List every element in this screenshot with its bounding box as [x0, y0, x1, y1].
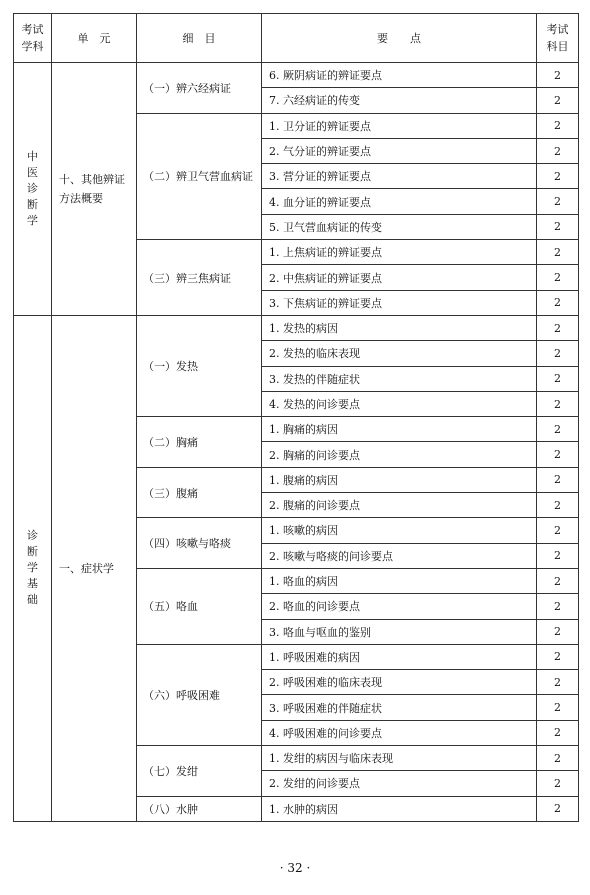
exam-subject-cell: 2 — [537, 113, 579, 138]
point-cell: 1. 腹痛的病因 — [262, 467, 537, 492]
subject-cell — [14, 315, 52, 821]
point-cell: 2. 发热的临床表现 — [262, 341, 537, 366]
point-cell: 4. 血分证的辨证要点 — [262, 189, 537, 214]
exam-subject-cell: 2 — [537, 290, 579, 315]
exam-subject-cell: 2 — [537, 518, 579, 543]
point-cell: 3. 下焦病证的辨证要点 — [262, 290, 537, 315]
exam-subject-cell: 2 — [537, 619, 579, 644]
unit-cell: 十、其他辨证方法概要 — [52, 63, 137, 316]
exam-subject-cell: 2 — [537, 214, 579, 239]
table-row — [14, 315, 579, 340]
header-detail: 细 目 — [137, 14, 262, 63]
detail-cell: （一）辨六经病证 — [137, 63, 262, 114]
exam-subject-cell: 2 — [537, 771, 579, 796]
exam-subject-cell: 2 — [537, 746, 579, 771]
exam-subject-cell: 2 — [537, 164, 579, 189]
exam-subject-cell: 2 — [537, 138, 579, 163]
header-unit: 单 元 — [52, 14, 137, 63]
exam-subject-cell: 2 — [537, 594, 579, 619]
table-header-row — [14, 14, 579, 63]
exam-subject-cell: 2 — [537, 366, 579, 391]
point-cell: 3. 呼吸困难的伴随症状 — [262, 695, 537, 720]
detail-cell: （八）水肿 — [137, 796, 262, 821]
detail-cell: （一）发热 — [137, 315, 262, 416]
exam-subject-cell: 2 — [537, 796, 579, 821]
exam-subject-cell: 2 — [537, 391, 579, 416]
exam-subject-cell: 2 — [537, 543, 579, 568]
point-cell: 6. 厥阴病证的辨证要点 — [262, 63, 537, 88]
point-cell: 7. 六经病证的传变 — [262, 88, 537, 113]
exam-subject-cell: 2 — [537, 644, 579, 669]
point-cell: 2. 中焦病证的辨证要点 — [262, 265, 537, 290]
point-cell: 2. 咳嗽与咯痰的问诊要点 — [262, 543, 537, 568]
unit-cell: 一、症状学 — [52, 315, 137, 821]
table-row — [14, 63, 579, 88]
exam-subject-cell: 2 — [537, 189, 579, 214]
page-number: · 32 · — [279, 861, 311, 875]
subject-cell — [14, 63, 52, 316]
point-cell: 1. 上焦病证的辨证要点 — [262, 240, 537, 265]
point-cell: 3. 咯血与呕血的鉴别 — [262, 619, 537, 644]
exam-subject-cell: 2 — [537, 265, 579, 290]
point-cell: 4. 呼吸困难的问诊要点 — [262, 720, 537, 745]
point-cell: 3. 发热的伴随症状 — [262, 366, 537, 391]
detail-cell: （三）腹痛 — [137, 467, 262, 518]
subject-label: 诊断学基础 — [27, 529, 38, 607]
point-cell: 1. 咯血的病因 — [262, 568, 537, 593]
table-body — [14, 63, 579, 822]
point-cell: 2. 咯血的问诊要点 — [262, 594, 537, 619]
point-cell: 1. 发热的病因 — [262, 315, 537, 340]
point-cell: 4. 发热的问诊要点 — [262, 391, 537, 416]
point-cell: 1. 胸痛的病因 — [262, 417, 537, 442]
detail-cell: （二）胸痛 — [137, 417, 262, 468]
exam-subject-cell: 2 — [537, 568, 579, 593]
exam-subject-cell: 2 — [537, 467, 579, 492]
exam-subject-cell: 2 — [537, 442, 579, 467]
point-cell: 1. 咳嗽的病因 — [262, 518, 537, 543]
detail-cell: （五）咯血 — [137, 568, 262, 644]
point-cell: 2. 胸痛的问诊要点 — [262, 442, 537, 467]
exam-subject-cell: 2 — [537, 63, 579, 88]
point-cell: 2. 发绀的问诊要点 — [262, 771, 537, 796]
point-cell: 5. 卫气营血病证的传变 — [262, 214, 537, 239]
exam-subject-cell: 2 — [537, 720, 579, 745]
point-cell: 1. 卫分证的辨证要点 — [262, 113, 537, 138]
point-cell: 3. 营分证的辨证要点 — [262, 164, 537, 189]
syllabus-table — [13, 13, 579, 822]
point-cell: 1. 水肿的病因 — [262, 796, 537, 821]
detail-cell: （二）辨卫气营血病证 — [137, 113, 262, 239]
point-cell: 2. 腹痛的问诊要点 — [262, 493, 537, 518]
subject-label: 中医诊断学 — [27, 149, 38, 227]
exam-subject-cell: 2 — [537, 493, 579, 518]
exam-subject-cell: 2 — [537, 341, 579, 366]
header-subject: 考试学科 — [14, 14, 52, 63]
point-cell: 2. 气分证的辨证要点 — [262, 138, 537, 163]
exam-subject-cell: 2 — [537, 315, 579, 340]
detail-cell: （四）咳嗽与咯痰 — [137, 518, 262, 569]
point-cell: 1. 发绀的病因与临床表现 — [262, 746, 537, 771]
point-cell: 2. 呼吸困难的临床表现 — [262, 670, 537, 695]
exam-subject-cell: 2 — [537, 670, 579, 695]
header-point: 要 点 — [262, 14, 537, 63]
exam-subject-cell: 2 — [537, 417, 579, 442]
exam-subject-cell: 2 — [537, 88, 579, 113]
exam-subject-cell: 2 — [537, 240, 579, 265]
header-exam-subject: 考试科目 — [537, 14, 579, 63]
detail-cell: （六）呼吸困难 — [137, 644, 262, 745]
detail-cell: （三）辨三焦病证 — [137, 240, 262, 316]
point-cell: 1. 呼吸困难的病因 — [262, 644, 537, 669]
detail-cell: （七）发绀 — [137, 746, 262, 797]
exam-subject-cell: 2 — [537, 695, 579, 720]
